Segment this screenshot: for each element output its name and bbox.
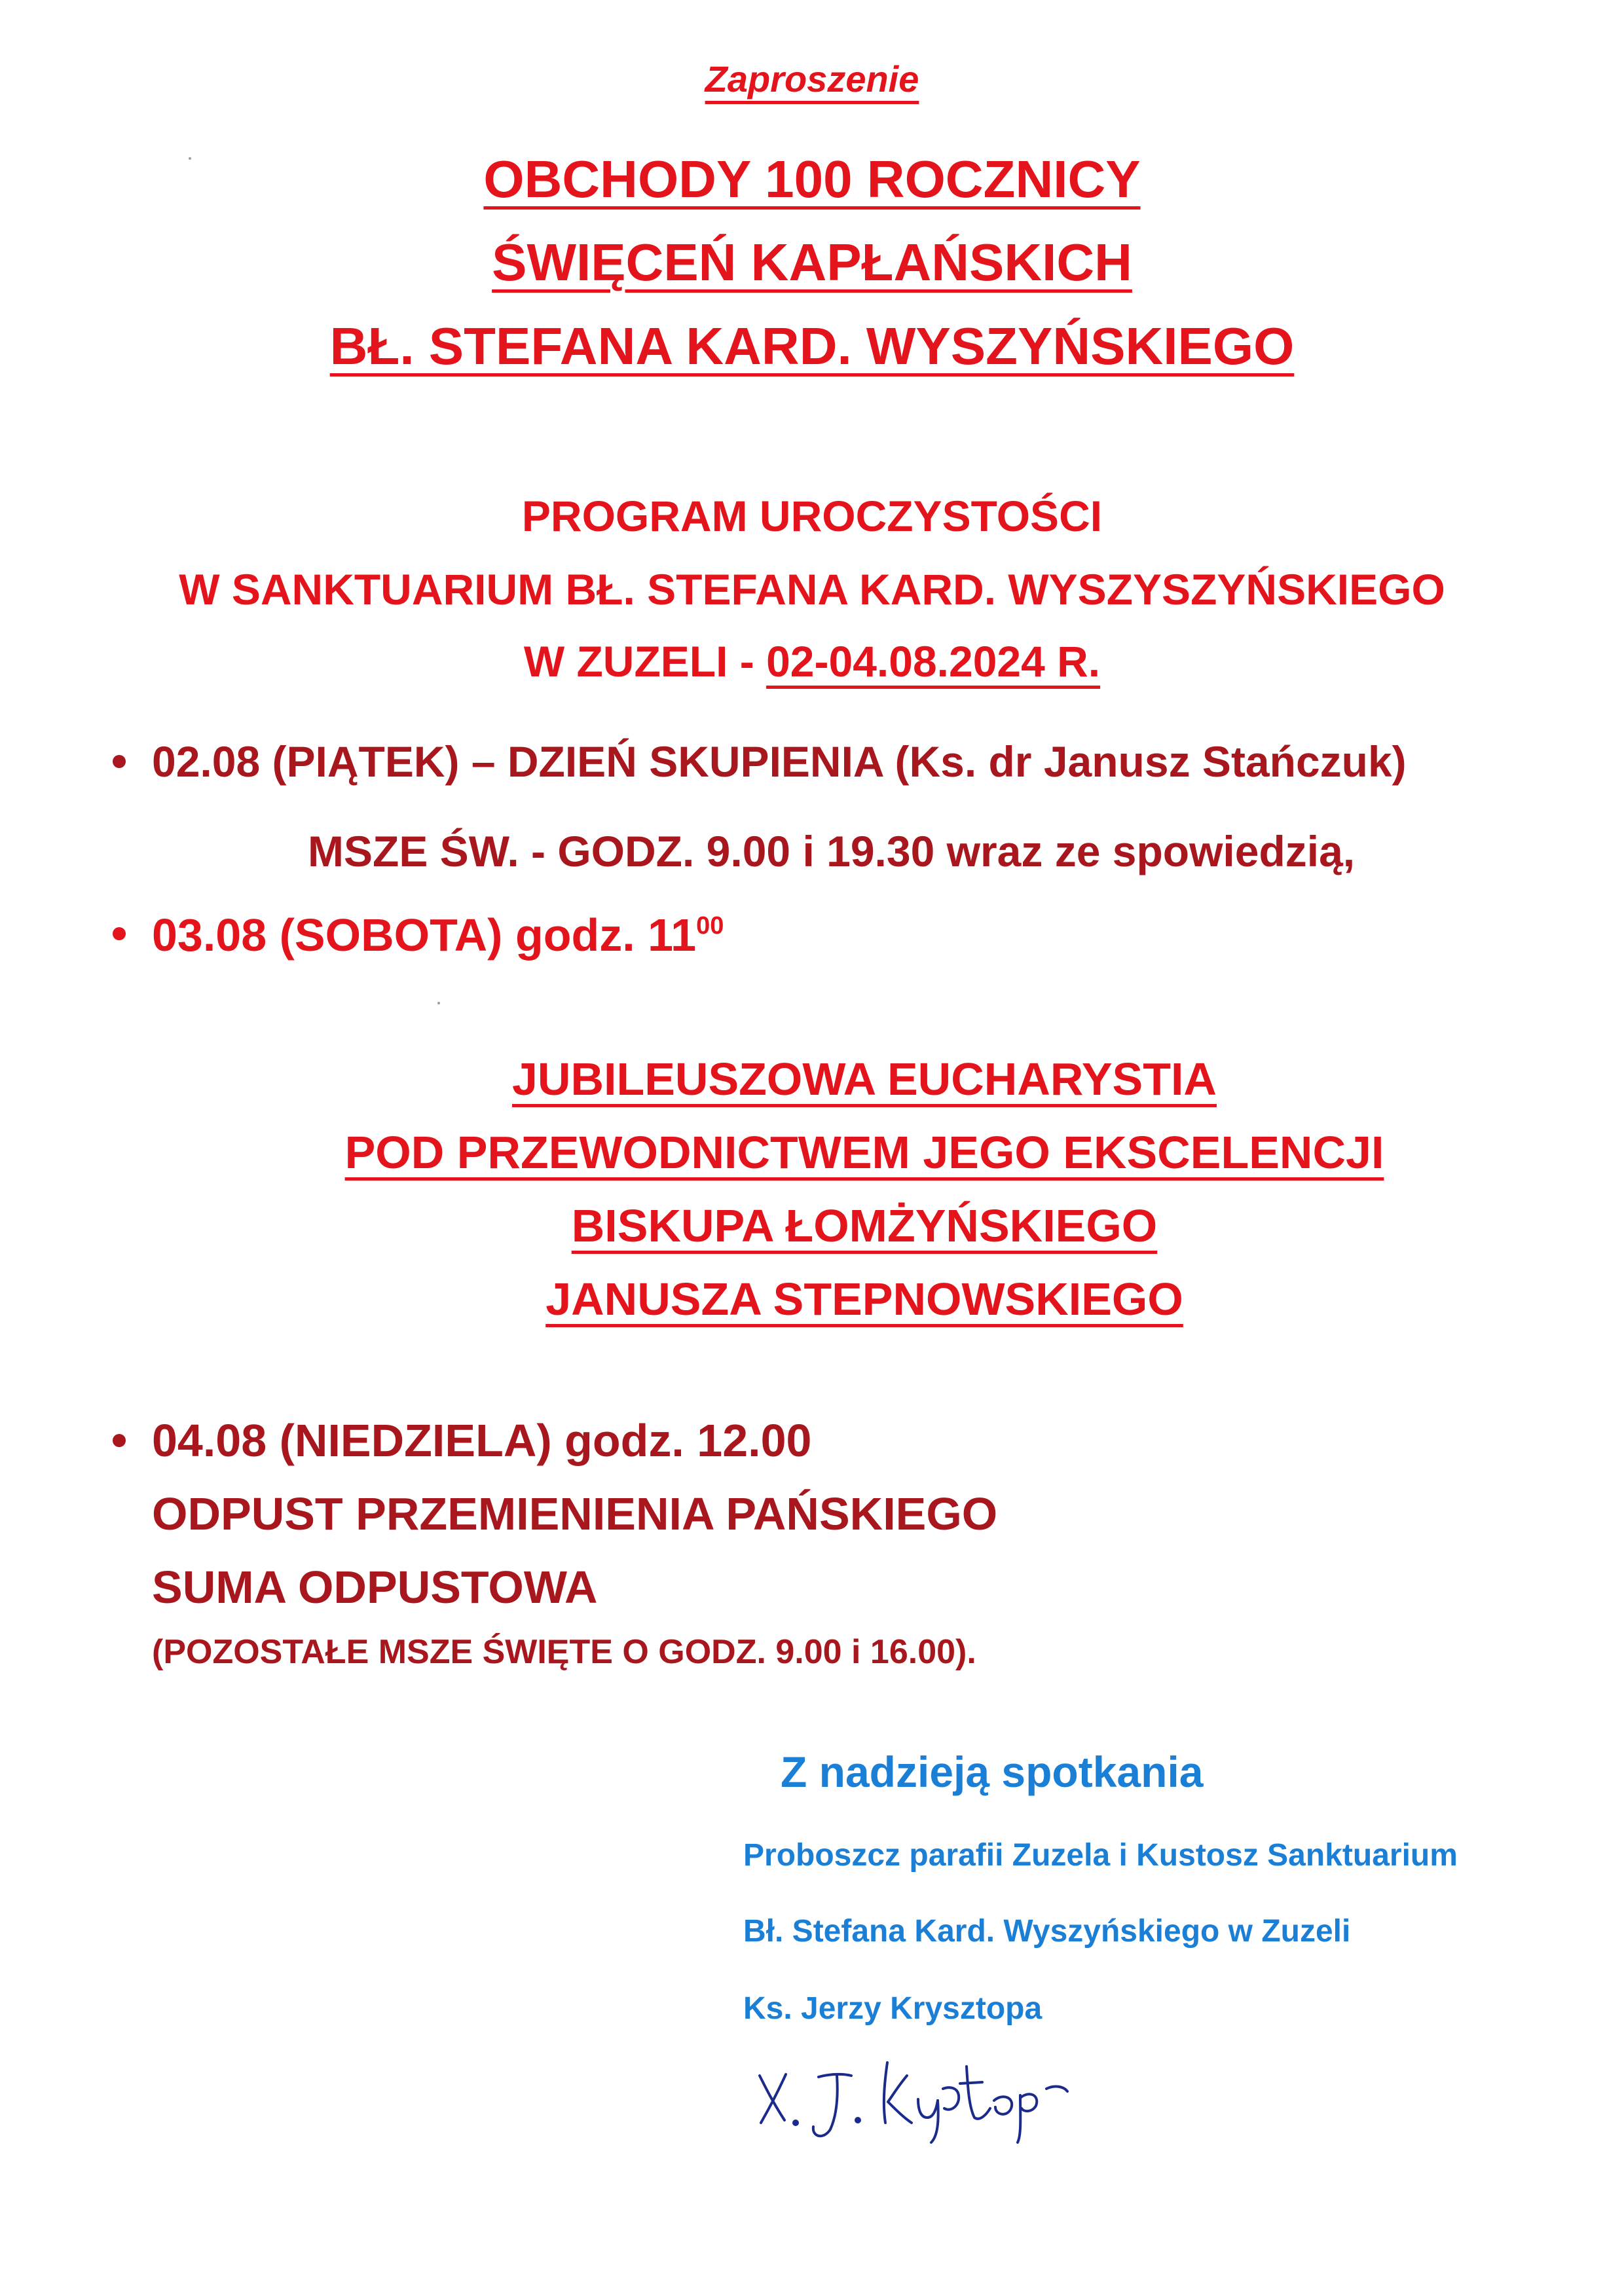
title-line-3: BŁ. STEFANA KARD. WYSZYŃSKIEGO <box>329 317 1295 375</box>
signature-line-1: Proboszcz parafii Zuzela i Kustosz Sanktuarium <box>743 1838 1458 1873</box>
scan-speck <box>437 1002 440 1004</box>
day3-note: (POZOSTAŁE MSZE ŚWIĘTE O GODZ. 9.00 i 16.00). <box>152 1633 976 1671</box>
day2-line-1: JUBILEUSZOWA EUCHARYSTIA <box>512 1054 1217 1105</box>
invitation-label: Zaproszenie <box>705 58 919 100</box>
day2-heading: 03.08 (SOBOTA) godz. $11^{00}$ <box>152 909 724 961</box>
day3-line-1: ODPUST PRZEMIENIENIA PAŃSKIEGO <box>152 1488 998 1539</box>
bullet-icon <box>113 1434 126 1447</box>
title-line-2: ŚWIĘCEŃ KAPŁAŃSKICH <box>492 233 1132 291</box>
day3-heading: 04.08 (NIEDZIELA) godz. 12.00 <box>152 1414 811 1467</box>
program-dates <box>0 636 1624 686</box>
title-line-1: OBCHODY 100 ROCZNICY <box>483 150 1141 208</box>
handwritten-signature <box>747 2049 1087 2148</box>
day2-line-3: BISKUPA ŁOMŻYŃSKIEGO <box>571 1200 1158 1251</box>
greeting: Z nadzieją spotkania <box>781 1748 1204 1796</box>
program-venue: W SANKTUARIUM BŁ. STEFANA KARD. WYSZYSZYŃSKIEGO <box>179 565 1445 614</box>
day1-masses: MSZE ŚW. - GODZ. 9.00 i 19.30 wraz ze spowiedzią, <box>308 827 1356 875</box>
day2-line-2: POD PRZEWODNICTWEM JEGO EKSCELENCJI <box>344 1127 1384 1178</box>
bullet-icon <box>113 755 126 768</box>
program-title: PROGRAM UROCZYSTOŚCI <box>521 492 1103 540</box>
day2-line-4: JANUSZA STEPNOWSKIEGO <box>545 1274 1183 1325</box>
day3-line-2: SUMA ODPUSTOWA <box>152 1562 598 1613</box>
bullet-icon <box>113 927 126 940</box>
day1-heading: 02.08 (PIĄTEK) – DZIEŃ SKUPIENIA (Ks. dr Janusz Stańczuk) <box>152 737 1407 786</box>
program-dates-value: 02-04.08.2024 R. <box>766 637 1101 686</box>
signature-line-3: Ks. Jerzy Krysztopa <box>743 1991 1043 2026</box>
signature-line-2: Bł. Stefana Kard. Wyszyńskiego w Zuzeli <box>743 1914 1351 1949</box>
program-dates-prefix: W ZUZELI - <box>523 637 767 686</box>
